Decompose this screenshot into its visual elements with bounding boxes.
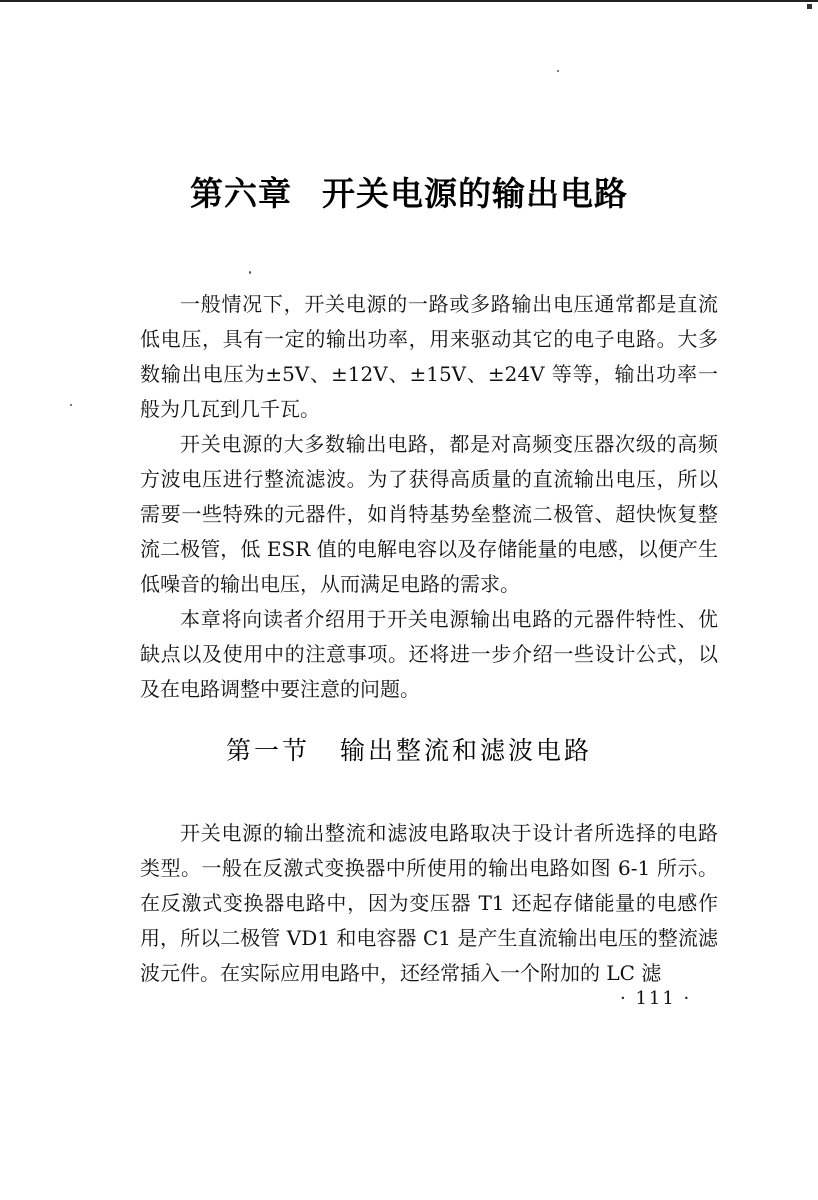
section-title: 输出整流和滤波电路 [340, 736, 593, 765]
section-heading [0, 731, 818, 767]
section-text [140, 816, 718, 991]
scan-speck [70, 404, 72, 406]
page-number: · 111 · [620, 988, 692, 1009]
top-border-line [0, 0, 818, 2]
paragraph: 一般情况下，开关电源的一路或多路输出电压通常都是直流低电压，具有一定的输出功率，用来驱动其它的电子电路。大多数输出电压为±5V、±12V、±15V、±24V 等等，输出功率一般为几瓦到几千瓦。 [140, 292, 718, 421]
scan-speck [557, 70, 559, 72]
section-label: 第一节 [225, 736, 310, 765]
chapter-label: 第六章 [190, 174, 292, 213]
chapter-title: 开关电源的输出电路 [322, 174, 628, 213]
paragraph: 本章将向读者介绍用于开关电源输出电路的元器件特性、优缺点以及使用中的注意事项。还将进一步介绍一些设计公式，以及在电路调整中要注意的问题。 [140, 607, 718, 701]
paragraph: 开关电源的输出整流和滤波电路取决于设计者所选择的电路类型。一般在反激式变换器中所使用的输出电路如图 6-1 所示。在反激式变换器电路中，因为变压器 T1 还起存储能量的电感作用，所以二极管 VD1 和电容器 C1 是产生直流输出电压的整流滤波元件。在实际应用电路中，还经常插入一个附加的 LC 滤 [140, 821, 718, 985]
paragraph: 开关电源的大多数输出电路，都是对高频变压器次级的高频方波电压进行整流滤波。为了获得高质量的直流输出电压，所以需要一些特殊的元器件，如肖特基势垒整流二极管、超快恢复整流二极管，低 ESR 值的电解电容以及存储能量的电感，以便产生低噪音的输出电压，从而满足电路的需求。 [140, 432, 718, 596]
scan-speck [249, 271, 251, 274]
chapter-heading [0, 168, 818, 215]
corner-mark [807, 4, 812, 9]
intro-text [140, 287, 718, 707]
